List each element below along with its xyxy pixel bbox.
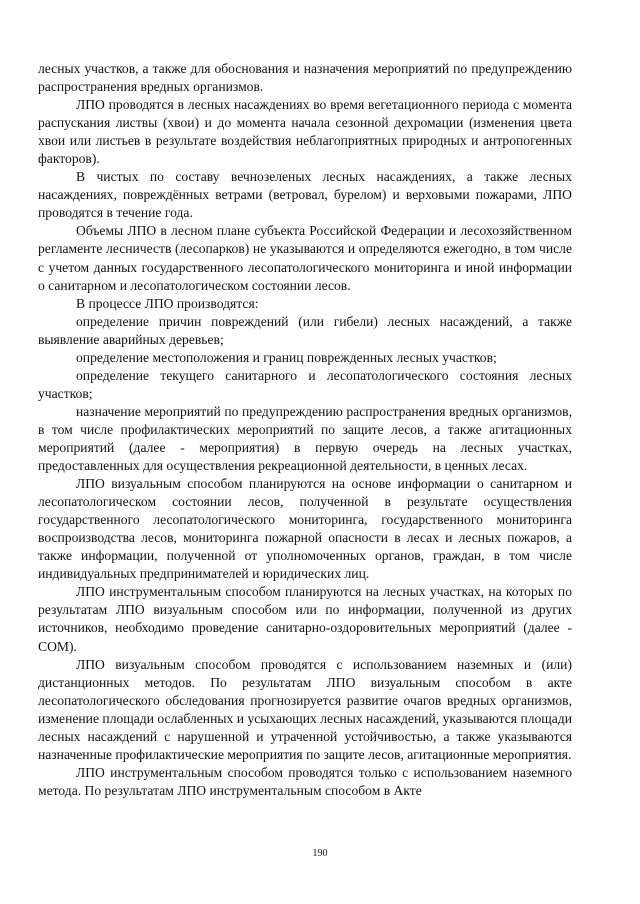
list-item-location: определение местоположения и границ поврежденных лесных участков; [76, 349, 497, 365]
paragraph-lpo-period: ЛПО проводятся в лесных насаждениях во время вегетационного периода с момента распускания листвы (хвои) и до момента начала сезонной дехромации (изменения цвета хвои или листьев в результате воздействия неблагоприятных природных и антропогенных факторов). [38, 97, 572, 167]
paragraph-continuation: лесных участков, а также для обоснования и назначения мероприятий по предупреждению распространения вредных организмов. [38, 61, 572, 95]
paragraph-visual-methods: ЛПО визуальным способом проводятся с использованием наземных и (или) дистанционных методов. По результатам ЛПО визуальным способом в акте лесопатологического обследования прогнозируется развитие очагов вредных организмов, изменение площади ослабленных и усыхающих лесных насаждений, указываются площади лесных насаждений с нарушенной и утраченной устойчивостью, а также указываются назначенные профилактические мероприятия по защите лесов, агитационные мероприятия. [38, 656, 572, 762]
page-number: 190 [312, 848, 328, 859]
paragraph-instrumental-planning: ЛПО инструментальным способом планируются на лесных участках, на которых по результатам ЛПО визуальным способом или по информации, полученной из других источников, необходимо проведение санитарно-оздоровительных мероприятий (далее - СОМ). [38, 584, 572, 654]
paragraph-instrumental-methods: ЛПО инструментальным способом проводятся только с использованием наземного метода. По результатам ЛПО инструментальным способом в Акте [38, 764, 572, 798]
paragraph-evergreen: В чистых по составу вечнозеленых лесных насаждениях, а также лесных насаждениях, повреждённых ветрами (ветровал, бурелом) и верховыми пожарами, ЛПО проводятся в течение года. [38, 169, 572, 221]
list-item-causes: определение причин повреждений (или гибели) лесных насаждений, а также выявление аварийных деревьев; [38, 313, 572, 347]
paragraph-visual-planning: ЛПО визуальным способом планируются на основе информации о санитарном и лесопатологическом состоянии лесов, полученной в результате осуществления государственного лесопатологического мониторинга, государственного мониторинга воспроизводства лесов, мониторинга пожарной опасности в лесах и лесных пожаров, а также информации, полученной от уполномоченных органов, граждан, в том числе индивидуальных предпринимателей и юридических лиц. [38, 476, 572, 582]
list-item-state: определение текущего санитарного и лесопатологического состояния лесных участков; [38, 367, 572, 401]
list-item-measures: назначение мероприятий по предупреждению распространения вредных организмов, в том числе профилактических мероприятий по защите лесов, а также агитационных мероприятий (далее - мероприятия) в первую очередь на лесных участках, предоставленных для осуществления рекреационной деятельности, в ценных лесах. [38, 403, 572, 474]
paragraph-volumes: Объемы ЛПО в лесном плане субъекта Российской Федерации и лесохозяйственном регламенте лесничеств (лесопарков) не указываются и определяются ежегодно, в том числе с учетом данных государственного лесопатологического мониторинга и иной информации о санитарном и лесопатологическом состоянии лесов. [38, 223, 572, 293]
document-body [38, 60, 572, 800]
paragraph-process-intro: В процессе ЛПО производятся: [76, 295, 259, 311]
